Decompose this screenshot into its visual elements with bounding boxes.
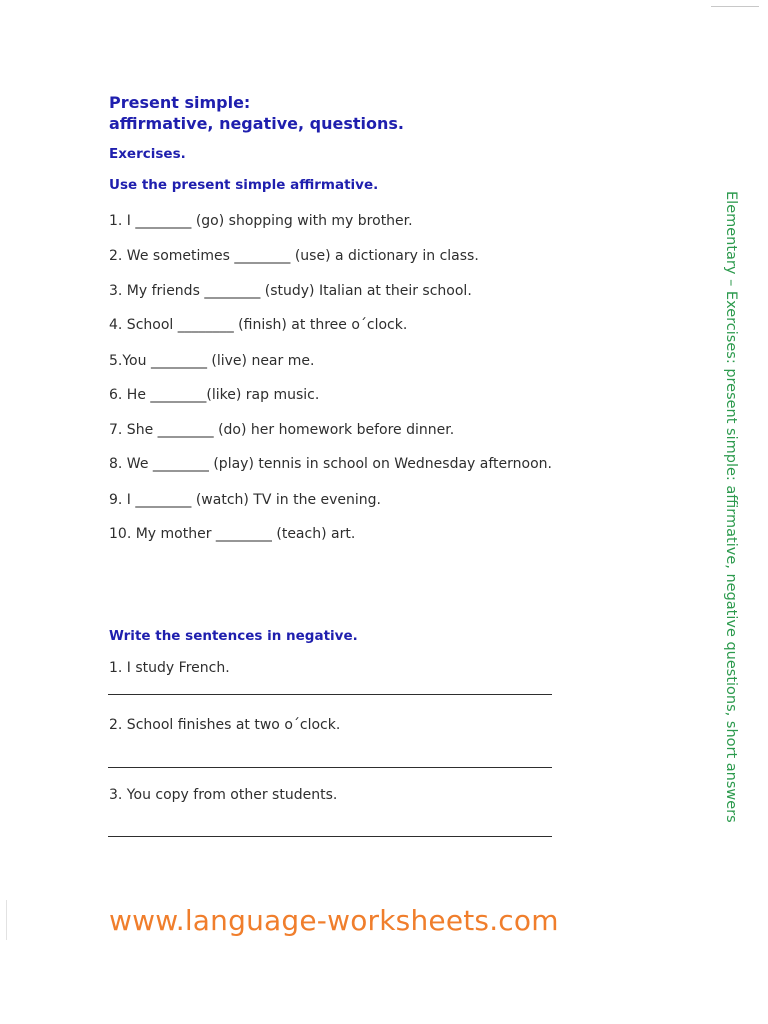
top-right-rule [711,6,759,7]
exercise-item: 2. We sometimes ________ (use) a dictionary in class. [109,248,479,264]
left-edge-mark [6,900,7,940]
negative-item: 2. School finishes at two o´clock. [109,717,341,733]
title-line-2: affirmative, negative, questions. [109,114,404,133]
exercise-item: 1. I ________ (go) shopping with my brother. [109,213,413,229]
exercise-item: 5.You ________ (live) near me. [109,353,315,369]
negative-item: 1. I study French. [109,660,230,676]
side-caption: Elementary – Exercises: present simple: affirmative, negative questions, short answers [723,191,739,823]
section2-heading: Write the sentences in negative. [109,628,358,644]
exercises-label: Exercises. [109,146,186,162]
exercise-item: 9. I ________ (watch) TV in the evening. [109,492,382,508]
exercise-item: 10. My mother ________ (teach) art. [109,526,356,542]
exercise-item: 7. She ________ (do) her homework before dinner. [109,422,455,438]
answer-line[interactable] [108,836,552,837]
exercise-item: 8. We ________ (play) tennis in school on Wednesday afternoon. [109,456,552,472]
exercise-item: 6. He ________(like) rap music. [109,387,320,403]
section1-heading: Use the present simple affirmative. [109,177,379,193]
exercise-item: 3. My friends ________ (study) Italian at their school. [109,283,472,299]
answer-line[interactable] [108,694,552,695]
exercise-item: 4. School ________ (finish) at three o´clock. [109,317,408,333]
negative-item: 3. You copy from other students. [109,787,338,803]
answer-line[interactable] [108,767,552,768]
worksheet-title [109,92,404,134]
footer-website-url[interactable]: www.language-worksheets.com [109,904,559,937]
title-line-1: Present simple: [109,93,251,112]
